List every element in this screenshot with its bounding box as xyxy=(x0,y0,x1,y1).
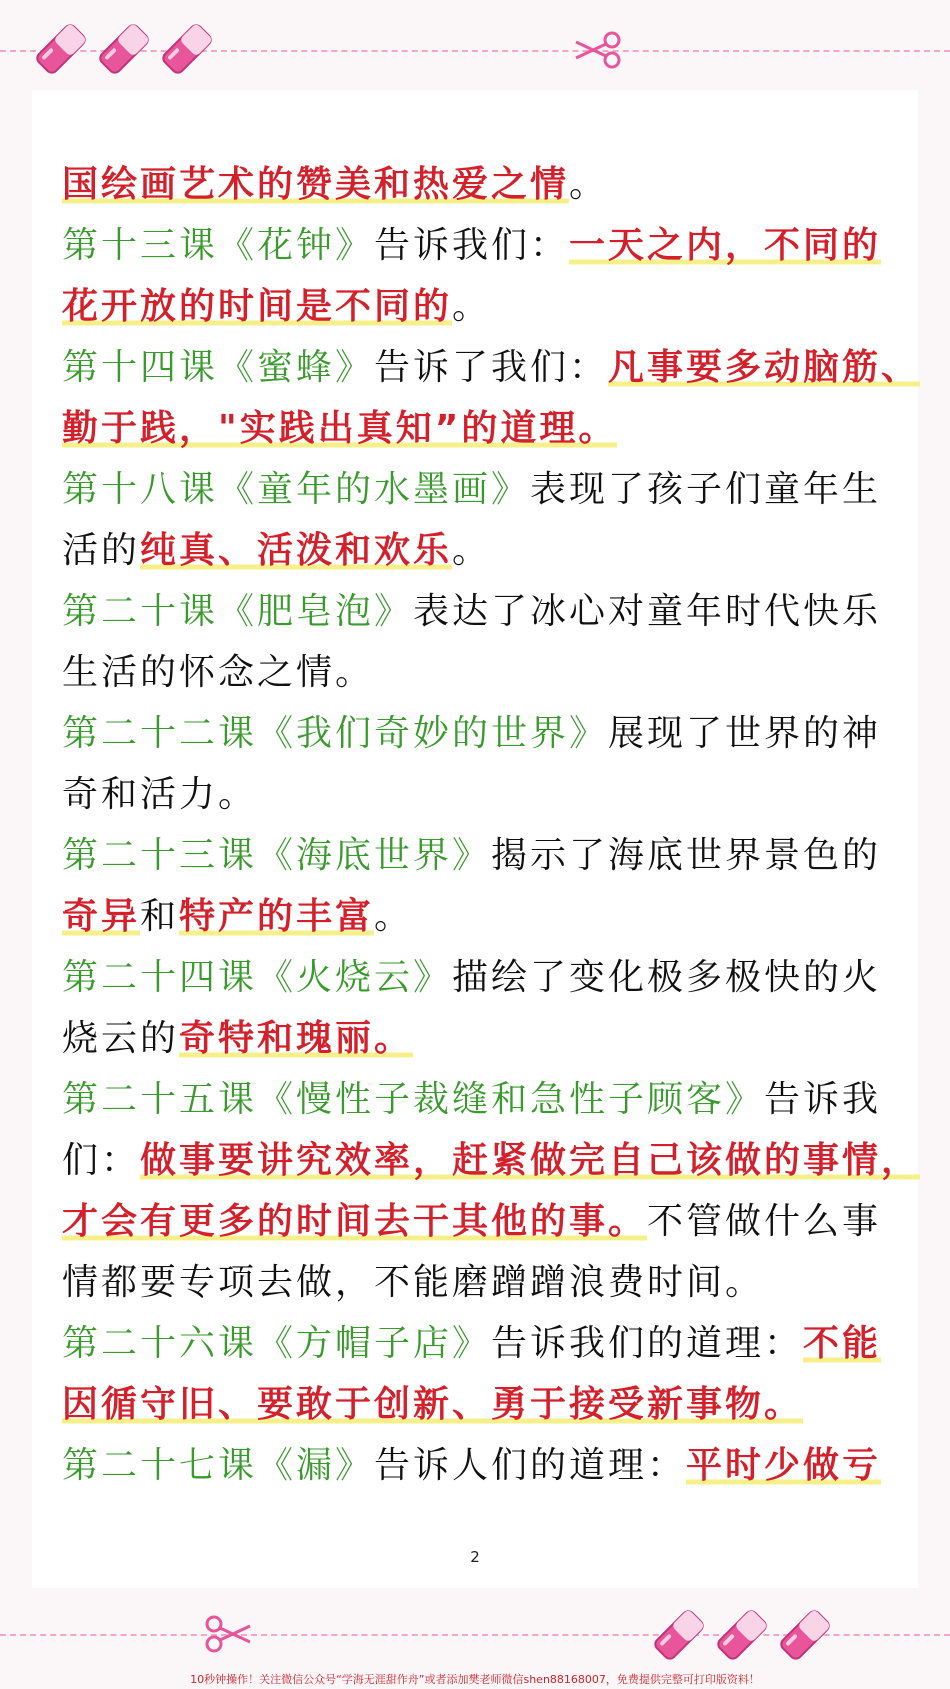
key-phrase: 不能 xyxy=(803,1323,882,1364)
key-phrase: 奇特和瑰丽。 xyxy=(179,1018,414,1059)
key-phrase: 才会有更多的时间去干其他的事。 xyxy=(62,1201,648,1242)
text-line xyxy=(62,1008,902,1069)
body-text: 不管做什么事 xyxy=(647,1201,882,1242)
eraser-icon xyxy=(30,18,92,80)
text-line xyxy=(62,520,902,581)
text-line xyxy=(62,642,902,703)
body-text: 描绘了变化极多极快的火 xyxy=(452,957,882,998)
text-line xyxy=(62,1435,902,1496)
document-body xyxy=(62,154,921,1496)
body-text: 们： xyxy=(62,1140,141,1181)
key-phrase: 因循守旧、要敢于创新、勇于接受新事物。 xyxy=(62,1384,804,1425)
text-line xyxy=(62,1191,902,1252)
body-text: 告诉我们的道理： xyxy=(491,1323,804,1364)
body-text: 。 xyxy=(452,286,492,327)
body-text: 。 xyxy=(452,530,492,571)
text-line xyxy=(62,886,902,947)
body-text: 情都要专项去做，不能磨蹭蹭浪费时间。 xyxy=(62,1262,765,1303)
text-line xyxy=(62,947,902,1008)
body-text: 告诉了我们： xyxy=(374,347,609,388)
text-line xyxy=(62,337,921,398)
key-phrase: 平时少做亏 xyxy=(686,1445,882,1486)
text-line xyxy=(62,1374,902,1435)
lesson-title: 第二十六课《方帽子店》 xyxy=(62,1323,492,1364)
body-text: 告诉我 xyxy=(764,1079,882,1120)
eraser-icon xyxy=(774,1604,836,1666)
text-line xyxy=(62,1313,902,1374)
page-number: 2 xyxy=(470,1548,480,1566)
text-line xyxy=(62,1069,902,1130)
lesson-title: 第二十课《肥皂泡》 xyxy=(62,591,414,632)
key-phrase: 凡事要多动脑筋、 xyxy=(608,347,921,388)
document-page xyxy=(32,90,921,1588)
text-line xyxy=(62,276,902,337)
body-text: 生活的怀念之情。 xyxy=(62,652,375,693)
scissors-icon xyxy=(200,1614,254,1654)
lesson-title: 第二十七课《漏》 xyxy=(62,1445,375,1486)
body-text: 告诉人们的道理： xyxy=(374,1445,687,1486)
top-decoration xyxy=(0,0,950,90)
body-text: 烧云的 xyxy=(62,1018,180,1059)
lesson-title: 第二十五课《慢性子裁缝和急性子顾客》 xyxy=(62,1079,765,1120)
body-text: 和 xyxy=(140,896,180,937)
footer-notice: 10秒钟操作！关注微信公众号“学海无涯甜作舟”或者添加樊老师微信shen88168007，免费提供完整可打印版资料！ xyxy=(190,1673,760,1686)
text-line xyxy=(62,154,902,215)
lesson-title: 第二十二课《我们奇妙的世界》 xyxy=(62,713,609,754)
key-phrase: 特产的丰富 xyxy=(179,896,375,937)
text-line xyxy=(62,1130,921,1191)
lesson-title: 第十三课《花钟》 xyxy=(62,225,375,266)
scissors-icon xyxy=(572,30,626,70)
key-phrase: 纯真、活泼和欢乐 xyxy=(140,530,453,571)
body-text: 告诉我们： xyxy=(374,225,570,266)
eraser-icon xyxy=(93,18,155,80)
key-phrase: 国绘画艺术的赞美和热爱之情 xyxy=(62,164,570,205)
lesson-title: 第十八课《童年的水墨画》 xyxy=(62,469,531,510)
body-text: 。 xyxy=(569,164,609,205)
text-line xyxy=(62,703,902,764)
eraser-icon xyxy=(711,1604,773,1666)
body-text: 活的 xyxy=(62,530,141,571)
bottom-decoration xyxy=(0,1590,950,1680)
body-text: 表现了孩子们童年生 xyxy=(530,469,882,510)
body-text: 。 xyxy=(374,896,414,937)
text-line xyxy=(62,825,902,886)
body-text: 揭示了海底世界景色的 xyxy=(491,835,882,876)
text-line xyxy=(62,1252,902,1313)
key-phrase: 奇异 xyxy=(62,896,141,937)
text-line xyxy=(62,398,902,459)
text-line xyxy=(62,459,902,520)
lesson-title: 第十四课《蜜蜂》 xyxy=(62,347,375,388)
body-text: 展现了世界的神 xyxy=(608,713,882,754)
lesson-title: 第二十三课《海底世界》 xyxy=(62,835,492,876)
text-line xyxy=(62,764,902,825)
key-phrase: 做事要讲究效率，赶紧做完自己该做的事情， xyxy=(140,1140,921,1181)
key-phrase: 勤于践，"实践出真知”的道理。 xyxy=(62,408,618,449)
eraser-icon xyxy=(648,1604,710,1666)
key-phrase: 一天之内，不同的 xyxy=(569,225,882,266)
lesson-title: 第二十四课《火烧云》 xyxy=(62,957,453,998)
key-phrase: 花开放的时间是不同的 xyxy=(62,286,453,327)
text-line xyxy=(62,215,902,276)
body-text: 奇和活力。 xyxy=(62,774,258,815)
eraser-icon xyxy=(156,18,218,80)
text-line xyxy=(62,581,902,642)
body-text: 表达了冰心对童年时代快乐 xyxy=(413,591,882,632)
